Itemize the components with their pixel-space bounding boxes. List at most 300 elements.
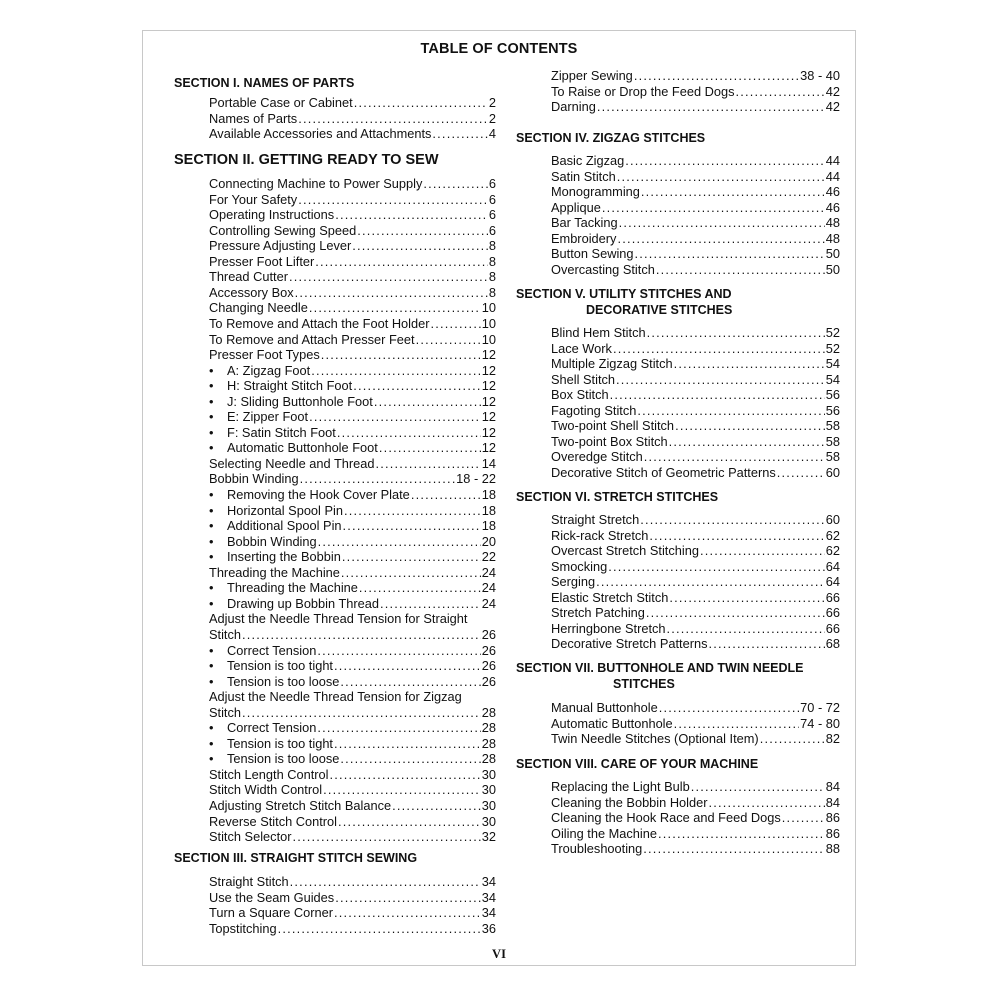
toc-entry[interactable] [551,700,840,716]
toc-entry[interactable] [209,503,496,519]
dot-leader [289,269,488,285]
toc-entry[interactable] [551,68,840,84]
dot-leader [674,716,800,732]
entry-label: Straight Stretch [551,512,640,527]
entry-page-number: 26 [481,673,496,689]
entry-page-number: 54 [825,356,840,372]
entry-page-number: 26 [481,658,496,674]
entry-page-number: 12 [481,347,496,363]
toc-entry[interactable] [551,231,840,247]
entry-page-number: 34 [481,889,496,905]
dot-leader [278,921,481,937]
entry-page-number: 70 - 72 [800,700,840,715]
toc-entry[interactable] [551,169,840,185]
bullet-icon: • [209,580,214,596]
dot-leader [315,254,488,270]
dot-leader [380,596,481,612]
entry-page-number: 6 [488,176,496,191]
entry-page-number: 52 [825,325,840,340]
dot-leader [656,262,825,278]
entry-page-number: 8 [488,269,496,285]
dot-leader [708,636,824,652]
dot-leader [317,643,480,659]
toc-entry[interactable] [551,621,840,637]
toc-entry-line[interactable] [209,689,496,705]
toc-entry[interactable] [209,921,496,937]
toc-entry[interactable] [209,705,496,721]
entry-label: Cleaning the Bobbin Holder [551,794,708,810]
entry-label: Troubleshooting [551,841,643,857]
toc-entry[interactable] [209,627,496,643]
entry-label: Applique [551,199,601,215]
entry-page-number: 18 [481,518,496,534]
entry-page-number: 18 [481,502,496,518]
toc-entry[interactable] [551,605,840,621]
entry-page-number: 56 [825,387,840,403]
entry-label: Bar Tacking [551,215,618,231]
dot-leader [432,126,487,142]
entry-label: Correct Tension [227,720,317,736]
entry-label: Adjust the Needle Thread Tension for Straight [209,611,468,627]
bullet-icon: • [209,673,214,689]
toc-entry[interactable] [209,518,496,534]
entry-label: A: Zigzag Foot [227,362,311,378]
entry-label: Replacing the Light Bulb [551,779,690,794]
dot-leader [613,341,825,357]
bullet-icon: • [209,518,214,534]
entry-label: Overedge Stitch [551,449,643,465]
entry-label: Stitch [209,704,242,720]
toc-entry[interactable] [551,372,840,388]
dot-leader [709,795,825,811]
toc-entry[interactable] [209,905,496,921]
toc-entry[interactable] [209,192,496,208]
dot-leader [602,200,825,216]
entry-label: Box Stitch [551,387,609,403]
bullet-icon: • [209,720,214,736]
entry-label: Smocking [551,558,608,574]
toc-entry[interactable] [551,418,840,434]
entry-page-number: 8 [488,253,496,269]
entry-page-number: 10 [481,300,496,316]
dot-leader [392,798,481,814]
entry-page-number: 62 [825,527,840,543]
entry-page-number: 42 [825,83,840,99]
dot-leader [644,449,825,465]
entry-label: Selecting Needle and Thread [209,455,375,471]
toc-entry[interactable] [209,751,496,767]
entry-page-number: 14 [481,455,496,471]
toc-entry[interactable] [551,841,840,857]
toc-entry[interactable] [551,449,840,465]
dot-leader [334,905,481,921]
dot-leader [736,84,825,100]
entry-label: Zipper Sewing [551,68,633,83]
toc-entry[interactable] [551,84,840,100]
dot-leader [300,471,456,487]
toc-entry[interactable] [551,795,840,811]
dot-leader [635,246,825,262]
entry-page-number: 30 [481,782,496,798]
entry-label: Topstitching [209,920,277,936]
entry-page-number: 74 - 80 [800,715,840,731]
toc-entry[interactable] [209,643,496,659]
toc-entry[interactable] [209,126,496,142]
toc-entry[interactable] [209,814,496,830]
toc-entry[interactable] [551,99,840,115]
toc-entry[interactable] [551,200,840,216]
entry-label: Accessory Box [209,284,294,300]
toc-entry[interactable] [209,549,496,565]
entry-label: Two-point Box Stitch [551,433,668,449]
toc-entry[interactable] [551,543,840,559]
toc-entry[interactable] [209,829,496,845]
dot-leader [295,285,488,301]
entry-label: Automatic Buttonhole [551,715,673,731]
toc-entry[interactable] [209,471,496,487]
entry-page-number: 68 [825,636,840,652]
dot-leader [431,316,481,332]
entry-page-number: 26 [481,642,496,658]
toc-entry[interactable] [209,254,496,270]
section-heading [174,851,417,865]
toc-entry[interactable] [551,574,840,590]
toc-entry[interactable] [551,716,840,732]
entry-page-number: 34 [481,874,496,889]
dot-leader [674,356,825,372]
dot-leader [617,169,825,185]
section-heading-text-line2: DECORATIVE STITCHES [586,303,733,317]
toc-entry-line[interactable] [209,611,496,627]
toc-entry[interactable] [551,779,840,795]
entry-label: Operating Instructions [209,207,335,223]
entry-label: Horizontal Spool Pin [227,502,343,518]
entry-page-number: 30 [481,813,496,829]
dot-leader [343,518,481,534]
toc-entry[interactable] [209,674,496,690]
toc-entry[interactable] [551,403,840,419]
dot-leader [335,207,488,223]
entry-page-number: 28 [481,704,496,720]
toc-entry[interactable] [209,300,496,316]
toc-entry[interactable] [551,590,840,606]
entry-label: Reverse Stitch Control [209,813,338,829]
bullet-icon: • [209,642,214,658]
entry-page-number: 64 [825,558,840,574]
toc-entry[interactable] [551,325,840,341]
dot-leader [293,829,481,845]
entry-page-number: 8 [488,238,496,254]
entry-page-number: 12 [481,424,496,440]
section-heading [174,76,354,90]
bullet-icon: • [209,362,214,378]
section-heading-text: SECTION VI. STRETCH STITCHES [516,490,719,504]
entry-page-number: 24 [481,580,496,596]
bullet-icon: • [209,409,214,425]
entry-page-number: 28 [481,720,496,736]
entry-label: Threading the Machine [209,564,340,580]
dot-leader [669,434,825,450]
entry-page-number: 50 [825,261,840,277]
toc-entry[interactable] [551,262,840,278]
bullet-icon: • [209,424,214,440]
entry-label: Presser Foot Lifter [209,253,315,269]
dot-leader [298,192,488,208]
toc-entry[interactable] [209,874,496,890]
dot-leader [667,621,825,637]
dot-leader [344,503,481,519]
dot-leader [317,720,480,736]
toc-entry[interactable] [209,798,496,814]
entry-page-number: 12 [481,440,496,456]
toc-entry[interactable] [209,394,496,410]
entry-label: Stitch Width Control [209,782,323,798]
entry-page-number: 10 [481,331,496,347]
entry-page-number: 62 [825,543,840,559]
toc-entry[interactable] [209,767,496,783]
toc-entry[interactable] [551,434,840,450]
toc-entry[interactable] [209,285,496,301]
entry-label: Stitch Selector [209,829,292,845]
entry-label: F: Satin Stitch Foot [227,424,336,440]
entry-label: Threading the Machine [227,580,358,596]
toc-entry[interactable] [209,95,496,111]
dot-leader [416,332,481,348]
entry-label: Thread Cutter [209,269,288,285]
dot-leader [777,465,825,481]
dot-leader [597,99,825,115]
entry-label: Decorative Stitch of Geometric Patterns [551,464,776,480]
toc-entry[interactable] [209,658,496,674]
dot-leader [357,223,488,239]
entry-page-number: 6 [488,222,496,238]
dot-leader [309,300,481,316]
entry-page-number: 58 [825,449,840,465]
toc-entry[interactable] [209,720,496,736]
toc-entry[interactable] [551,341,840,357]
toc-entry[interactable] [209,409,496,425]
entry-page-number: 8 [488,284,496,300]
entry-page-number: 30 [481,766,496,782]
entry-page-number: 64 [825,574,840,590]
entry-label: Straight Stitch [209,874,289,889]
dot-leader [242,627,481,643]
entry-page-number: 58 [825,418,840,434]
toc-entry[interactable] [209,363,496,379]
section-heading [516,287,732,317]
toc-entry[interactable] [209,378,496,394]
entry-page-number: 46 [825,184,840,200]
toc-entry[interactable] [551,356,840,372]
dot-leader [641,184,825,200]
entry-label: Monogramming [551,184,640,200]
dot-leader [616,372,825,388]
entry-page-number: 6 [488,207,496,223]
toc-entry[interactable] [209,238,496,254]
entry-label: Fagoting Stitch [551,402,637,418]
entry-label: Additional Spool Pin [227,518,342,534]
toc-entry[interactable] [551,810,840,826]
dot-leader [675,418,825,434]
toc-entry[interactable] [209,565,496,581]
entry-page-number: 60 [825,464,840,480]
entry-label: J: Sliding Buttonhole Foot [227,393,373,409]
entry-label: Bobbin Winding [209,471,299,487]
toc-entry[interactable] [209,736,496,752]
dot-leader [596,574,825,590]
toc-entry[interactable] [209,347,496,363]
dot-leader [290,874,481,890]
toc-entry[interactable] [209,890,496,906]
entry-page-number: 12 [481,378,496,394]
toc-entry[interactable] [551,184,840,200]
entry-page-number: 28 [481,735,496,751]
entry-page-number: 4 [488,126,496,142]
dot-leader [691,779,825,795]
entry-page-number: 44 [825,168,840,184]
toc-entry[interactable] [209,596,496,612]
entry-page-number: 84 [825,794,840,810]
toc-page [142,30,856,966]
toc-entry[interactable] [209,425,496,441]
section-heading-text: SECTION II. GETTING READY TO SEW [174,152,439,168]
entry-page-number: 50 [825,246,840,262]
toc-entry[interactable] [209,580,496,596]
entry-label: Darning [551,99,596,115]
dot-leader [311,363,481,379]
entry-page-number: 6 [488,191,496,207]
toc-entry[interactable] [551,559,840,575]
toc-entry[interactable] [209,487,496,503]
toc-entry[interactable] [209,332,496,348]
toc-entry[interactable] [209,782,496,798]
dot-leader [619,215,825,231]
entry-label: Drawing up Bobbin Thread [227,595,380,611]
entry-label: Adjust the Needle Thread Tension for Zigzag [209,689,462,705]
toc-entry[interactable] [209,316,496,332]
dot-leader [700,543,825,559]
dot-leader [411,487,481,503]
entry-label: Blind Hem Stitch [551,325,646,340]
entry-label: Pressure Adjusting Lever [209,238,352,254]
dot-leader [608,559,825,575]
toc-entry[interactable] [209,111,496,127]
dot-leader [321,347,481,363]
toc-entry[interactable] [551,512,840,528]
entry-label: Controlling Sewing Speed [209,222,357,238]
entry-page-number: 86 [825,825,840,841]
entry-label: Stitch [209,626,242,642]
entry-label: Rick-rack Stretch [551,527,649,543]
toc-entry[interactable] [551,465,840,481]
toc-entry[interactable] [551,826,840,842]
dot-leader [309,409,481,425]
toc-entry[interactable] [551,387,840,403]
bullet-icon: • [209,440,214,456]
section-heading-text: SECTION I. NAMES OF PARTS [174,76,355,90]
entry-page-number: 60 [825,512,840,527]
toc-entry[interactable] [551,153,840,169]
bullet-icon: • [209,595,214,611]
dot-leader [637,403,824,419]
toc-entry[interactable] [551,215,840,231]
toc-entry[interactable] [551,246,840,262]
entry-label: Inserting the Bobbin [227,549,341,565]
entry-label: Adjusting Stretch Stitch Balance [209,798,392,813]
section-heading-text: SECTION III. STRAIGHT STITCH SEWING [174,851,418,865]
toc-entry[interactable] [209,223,496,239]
entry-page-number: 18 - 22 [456,471,496,487]
entry-label: Shell Stitch [551,371,616,387]
section-heading-text: SECTION VIII. CARE OF YOUR MACHINE [516,757,759,771]
dot-leader [760,731,825,747]
section-heading [516,757,758,771]
entry-label: Multiple Zigzag Stitch [551,356,673,372]
dot-leader [634,68,799,84]
section-heading [516,661,804,691]
toc-entry[interactable] [209,269,496,285]
toc-entry[interactable] [551,528,840,544]
entry-label: Tension is too tight [227,735,333,751]
entry-page-number: 66 [825,589,840,605]
toc-entry[interactable] [209,440,496,456]
entry-label: Bobbin Winding [227,533,317,549]
entry-label: Twin Needle Stitches (Optional Item) [551,731,759,747]
dot-leader [298,111,488,127]
toc-entry[interactable] [209,176,496,192]
entry-label: Basic Zigzag [551,153,625,168]
dot-leader [342,549,481,565]
entry-label: Herringbone Stretch [551,620,666,636]
entry-label: Satin Stitch [551,168,616,184]
toc-entry[interactable] [209,534,496,550]
dot-leader [337,425,481,441]
dot-leader [610,387,825,403]
entry-label: Names of Parts [209,110,298,126]
entry-label: To Remove and Attach Presser Feet [209,331,415,347]
section-heading-text-line2: STITCHES [613,677,675,691]
entry-label: To Remove and Attach the Foot Holder [209,315,430,331]
entry-page-number: 12 [481,362,496,378]
entry-label: H: Straight Stitch Foot [227,378,353,394]
entry-page-number: 46 [825,199,840,215]
dot-leader [617,231,824,247]
entry-label: Decorative Stretch Patterns [551,636,708,652]
bullet-icon: • [209,549,214,565]
toc-entry[interactable] [209,456,496,472]
entry-page-number: 48 [825,230,840,246]
entry-page-number: 84 [825,779,840,794]
entry-label: Connecting Machine to Power Supply [209,176,423,191]
entry-page-number: 28 [481,751,496,767]
dot-leader [643,841,824,857]
entry-label: Tension is too loose [227,751,340,767]
entry-page-number: 44 [825,153,840,168]
toc-entry[interactable] [551,636,840,652]
entry-page-number: 66 [825,605,840,621]
entry-page-number: 38 - 40 [800,68,840,83]
entry-label: Automatic Buttonhole Foot [227,440,378,456]
dot-leader [625,153,825,169]
bullet-icon: • [209,735,214,751]
entry-page-number: 88 [825,841,840,857]
entry-page-number: 54 [825,371,840,387]
entry-page-number: 22 [481,549,496,565]
section-heading-text: SECTION VII. BUTTONHOLE AND TWIN NEEDLE [516,661,804,675]
toc-entry[interactable] [209,207,496,223]
entry-label: Embroidery [551,230,617,246]
toc-entry[interactable] [551,731,840,747]
